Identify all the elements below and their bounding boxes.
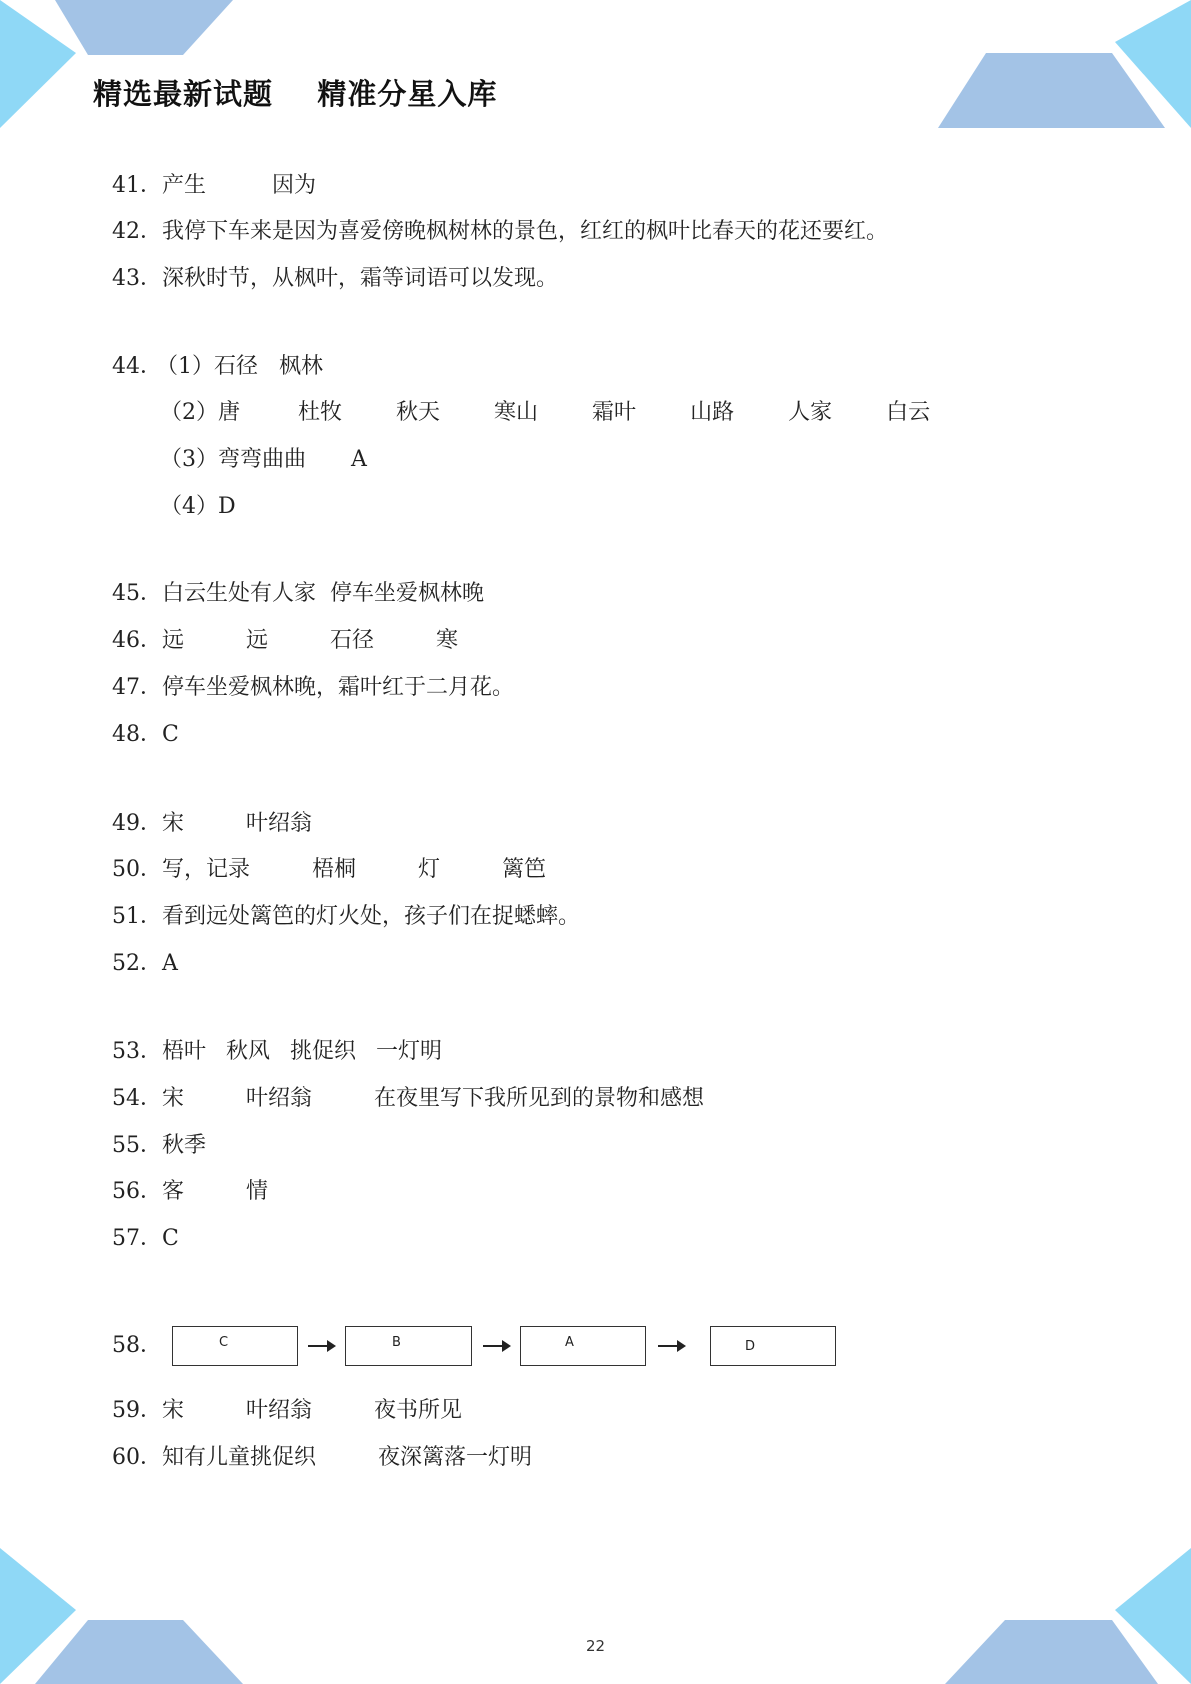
answer-49: 49．宋 叶绍翁: [112, 811, 313, 836]
answer-60: 60．知有儿童挑促织 夜深篱落一灯明: [112, 1445, 533, 1470]
arrow-right-icon: [483, 1345, 509, 1347]
answer-51: 51．看到远处篱笆的灯火处，孩子们在捉蟋蟀。: [112, 904, 581, 929]
answer-45: 45．白云生处有人家 停车坐爱枫林晚: [112, 581, 485, 606]
answer-52: 52．A: [112, 951, 178, 976]
answer-57: 57．C: [112, 1226, 179, 1251]
answer-44-part-4: （4）D: [160, 494, 236, 519]
answer-54: 54．宋 叶绍翁 在夜里写下我所见到的景物和感想: [112, 1086, 705, 1111]
answer-42: 42．我停下车来是因为喜爱傍晚枫树林的景色，红红的枫叶比春天的花还要红。: [112, 219, 889, 244]
answer-59: 59．宋 叶绍翁 夜书所见: [112, 1398, 463, 1423]
top-right-triangle: [1115, 0, 1191, 128]
top-right-trapezoid: [938, 53, 1165, 128]
answer-48: 48．C: [112, 722, 179, 747]
answer-46: 46．远 远 石径 寒: [112, 628, 459, 653]
answer-53: 53．梧叶 秋风 挑促织 一灯明: [112, 1039, 443, 1064]
bottom-left-triangle: [0, 1548, 76, 1684]
page-number: 22: [585, 1637, 606, 1655]
answer-56: 56．客 情: [112, 1179, 269, 1204]
header-title: 精选最新试题 精准分星入库: [93, 77, 498, 111]
top-left-triangle: [0, 0, 76, 128]
arrow-right-icon: [308, 1345, 334, 1347]
arrow-right-icon: [658, 1345, 684, 1347]
top-left-trapezoid: [55, 0, 233, 55]
answer-44-part-3: （3）弯弯曲曲 A: [160, 447, 367, 472]
sequence-box-2: B: [345, 1326, 472, 1366]
sequence-box-4: D: [710, 1326, 836, 1366]
answer-47: 47．停车坐爱枫林晚，霜叶红于二月花。: [112, 675, 515, 700]
sequence-box-3: A: [520, 1326, 646, 1366]
bottom-right-triangle: [1115, 1548, 1191, 1684]
answer-43: 43．深秋时节，从枫叶，霜等词语可以发现。: [112, 266, 559, 291]
answer-41: 41．产生 因为: [112, 173, 317, 198]
answer-44-part-2: （2）唐 杜牧 秋天 寒山 霜叶 山路 人家 白云: [160, 400, 931, 425]
sequence-diagram: [172, 1326, 842, 1368]
answer-58-number: 58．: [112, 1333, 162, 1358]
answer-55: 55．秋季: [112, 1133, 207, 1158]
answer-44-part-1: 44．（1）石径 枫林: [112, 354, 323, 379]
answer-50: 50．写，记录 梧桐 灯 篱笆: [112, 857, 547, 882]
sequence-box-1: C: [172, 1326, 298, 1366]
